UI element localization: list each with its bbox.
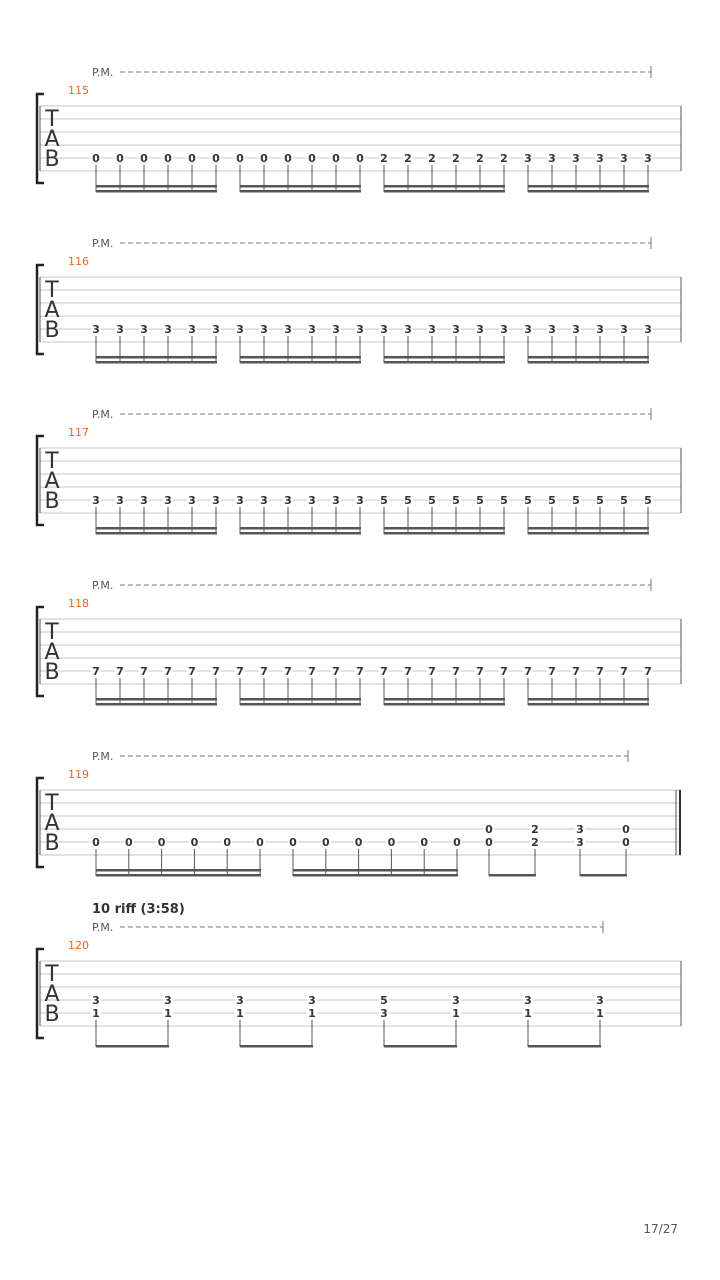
fret-number: 7 <box>620 665 628 678</box>
fret-number: 7 <box>236 665 244 678</box>
fret-number: 0 <box>485 836 493 849</box>
fret-number: 0 <box>256 836 264 849</box>
fret-number: 0 <box>485 823 493 836</box>
tab-clef-letter: A <box>44 298 60 323</box>
fret-number: 3 <box>452 994 460 1007</box>
fret-number: 3 <box>548 152 556 165</box>
tab-system-115 <box>0 60 720 231</box>
fret-number: 1 <box>308 1007 316 1020</box>
fret-number: 2 <box>380 152 388 165</box>
tab-clef-letter: B <box>44 318 60 343</box>
palm-mute-label: P.M. <box>92 237 114 250</box>
tab-clef-letter: T <box>45 962 59 987</box>
note-beam <box>240 361 361 364</box>
note-beam-secondary <box>96 527 217 530</box>
beat-group <box>235 994 317 1048</box>
note-beam <box>293 874 458 877</box>
fret-number: 2 <box>404 152 412 165</box>
fret-number: 3 <box>164 323 172 336</box>
fret-number: 3 <box>572 323 580 336</box>
fret-number: 0 <box>190 836 199 849</box>
fret-number: 3 <box>500 323 508 336</box>
note-beam-secondary <box>96 698 217 701</box>
fret-number: 2 <box>531 836 539 849</box>
fret-number: 7 <box>380 665 388 678</box>
beat-group <box>484 823 540 877</box>
note-beam <box>528 532 649 535</box>
tab-system-118 <box>0 573 720 744</box>
fret-number: 3 <box>576 823 584 836</box>
fret-number: 0 <box>308 152 316 165</box>
fret-number: 3 <box>188 494 196 507</box>
fret-number: 3 <box>476 323 484 336</box>
fret-number: 7 <box>572 665 580 678</box>
fret-number: 3 <box>164 994 172 1007</box>
fret-number: 7 <box>500 665 508 678</box>
note-beam <box>580 874 627 877</box>
fret-number: 7 <box>356 665 364 678</box>
fret-number: 7 <box>92 665 100 678</box>
fret-number: 0 <box>332 152 340 165</box>
palm-mute-label: P.M. <box>92 921 114 934</box>
fret-number: 7 <box>476 665 484 678</box>
fret-number: 3 <box>596 994 604 1007</box>
fret-number: 5 <box>404 494 412 507</box>
fret-number: 7 <box>452 665 460 678</box>
fret-number: 5 <box>380 994 388 1007</box>
fret-number: 0 <box>92 152 100 165</box>
fret-number: 7 <box>284 665 292 678</box>
measure-number: 115 <box>68 84 89 97</box>
fret-number: 3 <box>380 1007 388 1020</box>
tab-staff-svg <box>0 902 720 1086</box>
fret-number: 3 <box>236 323 244 336</box>
measure-number: 118 <box>68 597 89 610</box>
tab-system-119 <box>0 744 720 915</box>
fret-number: 2 <box>531 823 539 836</box>
fret-number: 3 <box>116 323 124 336</box>
fret-number: 5 <box>452 494 460 507</box>
fret-number: 3 <box>212 323 220 336</box>
fret-number: 3 <box>236 994 244 1007</box>
fret-number: 3 <box>428 323 436 336</box>
fret-number: 7 <box>164 665 172 678</box>
note-beam <box>96 874 261 877</box>
fret-number: 7 <box>308 665 316 678</box>
fret-number: 7 <box>596 665 604 678</box>
tab-clef-letter: A <box>44 640 60 665</box>
tab-clef-letter: T <box>45 278 59 303</box>
fret-number: 3 <box>260 323 268 336</box>
fret-number: 3 <box>260 494 268 507</box>
note-beam <box>240 190 361 193</box>
note-beam-secondary <box>240 356 361 359</box>
fret-number: 0 <box>236 152 244 165</box>
fret-number: 0 <box>354 836 363 849</box>
note-beam-secondary <box>96 356 217 359</box>
note-beam <box>489 874 536 877</box>
tab-clef-letter: T <box>45 107 59 132</box>
fret-number: 2 <box>428 152 436 165</box>
note-beam <box>384 703 505 706</box>
fret-number: 0 <box>420 836 429 849</box>
fret-number: 1 <box>164 1007 172 1020</box>
fret-number: 0 <box>116 152 124 165</box>
fret-number: 0 <box>188 152 196 165</box>
note-beam <box>528 361 649 364</box>
fret-number: 3 <box>452 323 460 336</box>
note-beam <box>240 1045 313 1048</box>
note-beam <box>96 1045 169 1048</box>
beat-group <box>91 994 173 1048</box>
fret-number: 5 <box>428 494 436 507</box>
fret-number: 3 <box>332 323 340 336</box>
note-beam-secondary <box>528 527 649 530</box>
fret-number: 3 <box>140 323 148 336</box>
fret-number: 3 <box>356 494 364 507</box>
tab-clef-letter: A <box>44 982 60 1007</box>
note-beam-secondary <box>528 356 649 359</box>
fret-number: 7 <box>644 665 652 678</box>
fret-number: 5 <box>524 494 532 507</box>
tab-clef-letter: B <box>44 489 60 514</box>
fret-number: 3 <box>524 152 532 165</box>
tab-clef-letter: B <box>44 660 60 685</box>
fret-number: 3 <box>92 323 100 336</box>
note-beam-secondary <box>96 185 217 188</box>
tab-clef-letter: B <box>44 147 60 172</box>
fret-number: 5 <box>500 494 508 507</box>
tab-clef-letter: B <box>44 831 60 856</box>
fret-number: 0 <box>387 836 396 849</box>
fret-number: 3 <box>236 494 244 507</box>
note-beam-secondary <box>384 185 505 188</box>
note-beam <box>528 190 649 193</box>
fret-number: 7 <box>428 665 436 678</box>
note-beam <box>384 1045 457 1048</box>
fret-number: 3 <box>596 152 604 165</box>
fret-number: 3 <box>620 152 628 165</box>
tab-clef-letter: T <box>45 791 59 816</box>
note-beam <box>528 703 649 706</box>
fret-number: 7 <box>212 665 220 678</box>
fret-number: 0 <box>622 836 630 849</box>
fret-number: 3 <box>356 323 364 336</box>
note-beam-secondary <box>384 356 505 359</box>
fret-number: 3 <box>596 323 604 336</box>
fret-number: 3 <box>620 323 628 336</box>
fret-number: 1 <box>92 1007 100 1020</box>
fret-number: 3 <box>308 994 316 1007</box>
fret-number: 5 <box>476 494 484 507</box>
fret-number: 0 <box>164 152 172 165</box>
tab-clef-letter: A <box>44 469 60 494</box>
note-beam <box>96 190 217 193</box>
fret-number: 5 <box>548 494 556 507</box>
palm-mute-label: P.M. <box>92 579 114 592</box>
fret-number: 3 <box>524 994 532 1007</box>
fret-number: 3 <box>548 323 556 336</box>
beat-group <box>523 994 605 1048</box>
fret-number: 3 <box>644 152 652 165</box>
note-beam-secondary <box>384 698 505 701</box>
beat-group <box>575 823 631 877</box>
tab-system-117 <box>0 402 720 573</box>
note-beam-secondary <box>528 185 649 188</box>
palm-mute-label: P.M. <box>92 750 114 763</box>
fret-number: 3 <box>116 494 124 507</box>
fret-number: 7 <box>404 665 412 678</box>
fret-number: 3 <box>308 323 316 336</box>
fret-number: 3 <box>524 323 532 336</box>
fret-number: 0 <box>124 836 133 849</box>
note-beam <box>240 703 361 706</box>
fret-number: 5 <box>620 494 628 507</box>
fret-number: 0 <box>453 836 461 849</box>
measure-number: 117 <box>68 426 89 439</box>
fret-number: 3 <box>576 836 584 849</box>
fret-number: 0 <box>140 152 148 165</box>
page-number: 17/27 <box>643 1222 678 1236</box>
fret-number: 3 <box>572 152 580 165</box>
tab-staff-svg <box>0 60 720 231</box>
fret-number: 0 <box>289 836 297 849</box>
section-label: 10 riff (3:58) <box>92 902 185 917</box>
fret-number: 3 <box>92 994 100 1007</box>
note-beam <box>384 190 505 193</box>
fret-number: 2 <box>452 152 460 165</box>
note-beam-secondary <box>528 698 649 701</box>
fret-number: 7 <box>140 665 148 678</box>
note-beam <box>96 703 217 706</box>
fret-number: 0 <box>356 152 364 165</box>
fret-number: 7 <box>332 665 340 678</box>
fret-number: 3 <box>92 494 100 507</box>
palm-mute-label: P.M. <box>92 66 114 79</box>
note-beam <box>528 1045 601 1048</box>
fret-number: 1 <box>452 1007 460 1020</box>
tab-system-120 <box>0 902 720 1086</box>
fret-number: 1 <box>596 1007 604 1020</box>
note-beam <box>240 532 361 535</box>
tab-staff-svg <box>0 744 720 915</box>
tab-system-116 <box>0 231 720 402</box>
fret-number: 7 <box>188 665 196 678</box>
fret-number: 0 <box>284 152 292 165</box>
fret-number: 3 <box>188 323 196 336</box>
fret-number: 7 <box>260 665 268 678</box>
fret-number: 0 <box>92 836 100 849</box>
fret-number: 3 <box>164 494 172 507</box>
measure-number: 120 <box>68 939 89 952</box>
tab-clef-letter: B <box>44 1002 60 1027</box>
measure-number: 119 <box>68 768 89 781</box>
tab-staff-svg <box>0 231 720 402</box>
fret-number: 1 <box>236 1007 244 1020</box>
fret-number: 7 <box>116 665 124 678</box>
note-beam-secondary <box>240 698 361 701</box>
tab-clef-letter: A <box>44 811 60 836</box>
fret-number: 5 <box>596 494 604 507</box>
fret-number: 5 <box>380 494 388 507</box>
fret-number: 5 <box>572 494 580 507</box>
fret-number: 3 <box>308 494 316 507</box>
tab-staff-svg <box>0 573 720 744</box>
fret-number: 3 <box>284 323 292 336</box>
note-beam <box>384 532 505 535</box>
fret-number: 0 <box>321 836 330 849</box>
fret-number: 0 <box>212 152 220 165</box>
note-beam <box>96 361 217 364</box>
fret-number: 3 <box>140 494 148 507</box>
fret-number: 2 <box>476 152 484 165</box>
note-beam <box>96 532 217 535</box>
fret-number: 0 <box>157 836 166 849</box>
tab-staff-svg <box>0 402 720 573</box>
fret-number: 0 <box>260 152 268 165</box>
note-beam-secondary <box>240 185 361 188</box>
tab-clef-letter: T <box>45 620 59 645</box>
fret-number: 0 <box>622 823 630 836</box>
fret-number: 2 <box>500 152 508 165</box>
fret-number: 7 <box>548 665 556 678</box>
note-beam-secondary <box>96 869 261 872</box>
tab-clef-letter: A <box>44 127 60 152</box>
note-beam-secondary <box>384 527 505 530</box>
palm-mute-label: P.M. <box>92 408 114 421</box>
measure-number: 116 <box>68 255 89 268</box>
fret-number: 5 <box>644 494 652 507</box>
beat-group <box>379 994 461 1048</box>
fret-number: 7 <box>524 665 532 678</box>
fret-number: 3 <box>332 494 340 507</box>
note-beam <box>384 361 505 364</box>
tab-clef-letter: T <box>45 449 59 474</box>
fret-number: 3 <box>644 323 652 336</box>
fret-number: 1 <box>524 1007 532 1020</box>
note-beam-secondary <box>240 527 361 530</box>
note-beam-secondary <box>293 869 458 872</box>
fret-number: 0 <box>223 836 232 849</box>
fret-number: 3 <box>404 323 412 336</box>
fret-number: 3 <box>380 323 388 336</box>
fret-number: 3 <box>284 494 292 507</box>
fret-number: 3 <box>212 494 220 507</box>
